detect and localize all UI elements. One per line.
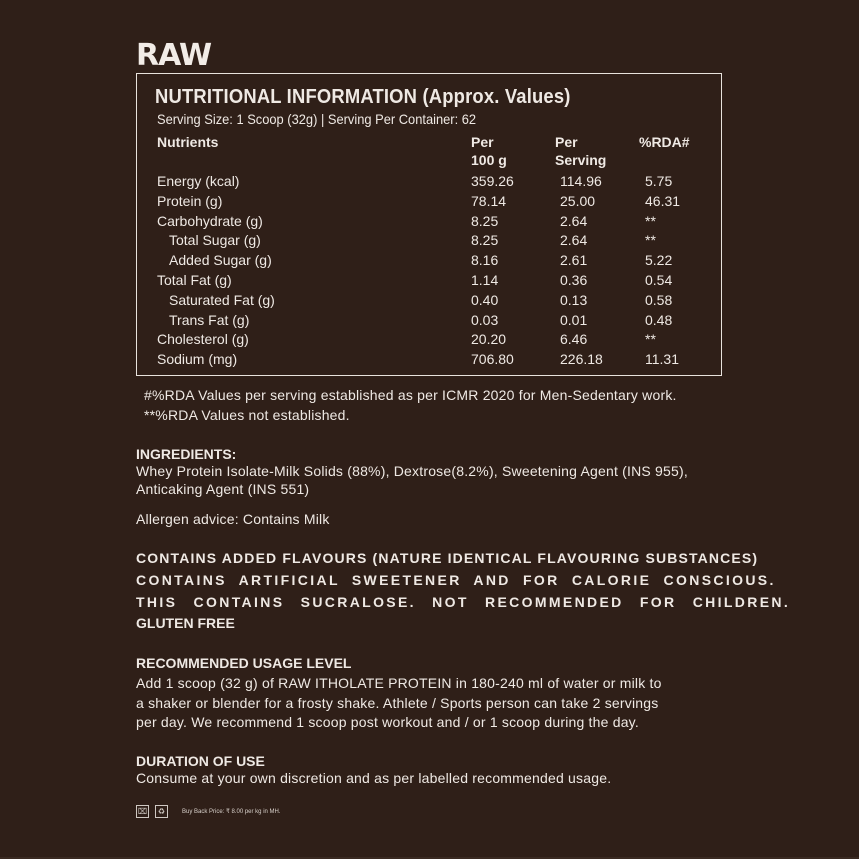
gluten-free-label: GLUTEN FREE [136,615,235,631]
per-serving-value: 2.64 [560,212,588,229]
table-row [137,232,721,252]
brand-logo: RAW [136,38,212,73]
nutrient-name: Trans Fat (g) [169,311,250,328]
rda-value: ** [645,331,656,348]
per-100g-value: 0.40 [471,291,499,308]
table-row [137,272,721,292]
per-serving-value: 0.13 [560,291,588,308]
duration-line-1: Consume at your own discretion and as per labelled recommended usage. [136,770,612,786]
table-row [137,252,721,272]
per-serving-value: 2.61 [560,252,588,269]
per-100g-value: 1.14 [471,271,499,288]
rda-value: 0.48 [645,311,673,328]
per-100g-value: 0.03 [471,311,499,328]
rda-value: 5.75 [645,173,673,189]
allergen-advice: Allergen advice: Contains Milk [136,511,330,527]
per-100g-value: 8.25 [471,232,499,249]
table-row [137,213,721,233]
per-serving-value: 114.96 [560,173,602,189]
per-100g-value: 8.25 [471,212,499,229]
ingredients-line-1: Whey Protein Isolate-Milk Solids (88%), Dextrose(8.2%), Sweetening Agent (INS 955), [136,463,688,479]
nutrient-name: Carbohydrate (g) [157,212,263,229]
usage-line-3: per day. We recommend 1 scoop post workout and / or 1 scoop during the day. [136,714,639,730]
nutrient-name: Saturated Fat (g) [169,291,275,308]
nutrient-name: Sodium (mg) [157,351,238,368]
nutrition-table [136,73,722,376]
per-serving-value: 2.64 [560,232,588,249]
per-100g-value: 78.14 [471,192,507,209]
rda-value: 0.54 [645,271,673,288]
rda-value: ** [645,212,656,229]
nutrient-name: Total Fat (g) [157,271,232,288]
header-per-serving: Per Serving [555,134,607,168]
usage-heading: RECOMMENDED USAGE LEVEL [136,655,352,671]
table-row [137,173,721,193]
per-serving-value: 0.01 [560,311,588,328]
per-100g-value: 8.16 [471,252,499,269]
nutrient-name: Total Sugar (g) [169,232,261,249]
serving-info: Serving Size: 1 Scoop (32g) | Serving Per Container: 62 [157,111,477,127]
recycle-icon: ♻ [155,805,168,818]
ingredients-heading: INGREDIENTS: [136,446,237,462]
nutrition-rows [137,173,721,371]
table-row [137,292,721,312]
table-row [137,312,721,332]
table-row [137,331,721,351]
rda-value: 46.31 [645,192,681,209]
nutrient-name: Protein (g) [157,192,223,209]
rda-footnote: #%RDA Values per serving established as per ICMR 2020 for Men-Sedentary work. [144,387,677,403]
header-nutrients: Nutrients [157,134,219,150]
nutrient-name: Energy (kcal) [157,173,240,189]
nutrient-name: Cholesterol (g) [157,331,249,348]
per-serving-value: 0.36 [560,271,588,288]
rda-value: 0.58 [645,291,673,308]
nutrient-name: Added Sugar (g) [169,252,272,269]
per-serving-value: 25.00 [560,192,596,209]
usage-line-1: Add 1 scoop (32 g) of RAW ITHOLATE PROTEIN in 180-240 ml of water or milk to [136,675,662,691]
per-serving-value: 6.46 [560,331,588,348]
warning-sucralose: THIS CONTAINS SUCRALOSE. NOT RECOMMENDED FOR CHILDREN. [136,594,791,610]
table-row [137,193,721,213]
table-row [137,351,721,371]
warning-sweetener: CONTAINS ARTIFICIAL SWEETENER AND FOR CALORIE CONSCIOUS. [136,572,776,588]
rda-value: 5.22 [645,252,673,269]
rda-not-established-note: **%RDA Values not established. [144,407,350,423]
buyback-price: Buy Back Price: ₹ 8.00 per kg in MH. [182,809,281,815]
per-100g-value: 706.80 [471,351,514,368]
bin-icon: ⌧ [137,807,148,816]
duration-heading: DURATION OF USE [136,753,265,769]
header-per-100g: Per 100 g [471,134,507,168]
header-rda: %RDA# [639,134,690,150]
per-serving-value: 226.18 [560,351,603,368]
rda-value: 11.31 [645,351,679,368]
nutrition-title: NUTRITIONAL INFORMATION (Approx. Values) [155,86,571,108]
ingredients-line-2: Anticaking Agent (INS 551) [136,481,310,497]
footer-row [136,805,281,818]
warning-flavours: CONTAINS ADDED FLAVOURS (NATURE IDENTICAL FLAVOURING SUBSTANCES) [136,550,759,566]
rda-value: ** [645,232,656,249]
per-100g-value: 20.20 [471,331,507,348]
per-100g-value: 359.26 [471,173,514,189]
usage-line-2: a shaker or blender for a frosty shake. Athlete / Sports person can take 2 servings [136,695,659,711]
